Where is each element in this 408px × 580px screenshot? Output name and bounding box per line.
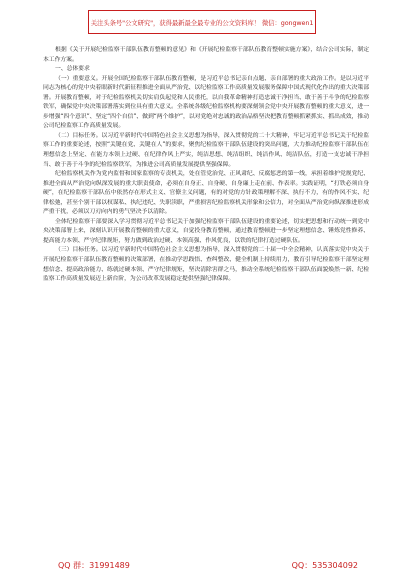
- footer-contacts: [58, 560, 358, 571]
- footer-qq: QQ：535304092: [291, 561, 358, 570]
- doc-paragraph-6: （三）目标任务。以习近平新时代中国特色社会主义思想为指导，深入贯彻党的二十届一中全会精神，认真落实党中央关于开展纪检监察干部队伍教育整顿的决策部署，在推动学思践悟、查纠整改、健全机制上持续用力，教育引导纪检监察干部坚定理想信念、提高政治能力、练就过硬本领、严守纪律规矩，坚决清除害群之马，推动全系统纪检监察干部队伍面貌焕然一新、纪检监察工作高质量发展迈上新台阶，为公司改革发展稳定提供坚强纪律保障。: [43, 247, 369, 283]
- footer-qq-group: QQ 群：31991489: [58, 561, 130, 570]
- doc-paragraph-4: 纪检监察机关作为党内监督和国家监察的专责机关，处在管党治党、正风肃纪、反腐惩恶的第一线，承担着维护党规党纪、推进全面从严治党向纵深发展的重大职责使命，必须在自身正、自身硬、自身廉上走在前、作表率。实践证明，“打铁必须自身硬”，在纪检监察干部队伍中依然存在形式主义、官僚主义问题，有的对党的方针政策理解不深、执行不力，有的作风不实、纪律松弛，甚至个别干部以权谋私、执纪违纪、失职渎职，严重损害纪检监察机关形象和公信力，对全面从严治党向纵深推进形成严重干扰，必须以刀刃向内的勇气坚决予以清除。: [43, 171, 369, 216]
- doc-paragraph-2: （一）重要意义。开展全国纪检监察干部队伍教育整顿，是习近平总书记亲自点题、亲自部署的重大政治工作。是以习近平同志为核心的党中央着眼新时代新征程推进全面从严治党、以纪检监察工作高质量发展服务保障中国式现代化作出的重大决策部署。开展教育整顿，对于纪检监察机关切实肩负起党和人民重托，以自我革命精神打造忠诚干净担当、敢于善于斗争的纪检监察铁军，确保党中央决策部署落实到位具有重大意义。全系统各级纪检监察机构要深刻领会党中央开展教育整顿的重大意义，进一步增强“四个意识”、坚定“四个自信”、做到“两个维护”，以对党绝对忠诚的政治品格坚决把教育整顿抓紧抓实、抓出成效，推动公司纪检监察工作高质量发展。: [43, 75, 369, 130]
- section-heading-general-requirements: 一、总体要求: [55, 66, 90, 73]
- document-body: [43, 46, 369, 285]
- doc-paragraph-3: （二）目标任务。以习近平新时代中国特色社会主义思想为指导，深入贯彻党的二十大精神，牢记习近平总书记关于纪检监察工作的重要论述，按照“关键在党、关键在人”的要求，聚焦纪检监察干部队伍建设的突出问题，大力推动纪检监察干部队伍在理想信念上坚定、在能力本领上过硬、在纪律作风上严实，纯洁思想、纯洁组织、纯洁作风、纯洁队伍，打造一支忠诚干净担当、敢于善于斗争的纪检监察铁军，为推进公司高质量发展提供坚强保障。: [43, 132, 369, 168]
- doc-paragraph-5: 全体纪检监察干部要深入学习贯彻习近平总书记关于加强纪检监察干部队伍建设的重要论述，切实把思想和行动统一到党中央决策部署上来，深刻认识开展教育整顿的重大意义，自觉投身教育整顿，通过教育整顿进一步坚定理想信念、锤炼党性修养、提高能力本领、严守纪律规矩，努力做到政治过硬、本领高强、作风优良，以铁的纪律打造过硬队伍。: [43, 218, 369, 244]
- promo-banner: [88, 10, 316, 34]
- doc-paragraph-1: 根据《关于开展纪检监察干部队伍教育整顿的意见》和《开展纪检监察干部队伍教育整顿实施方案》，结合公司实际，制定本工作方案。: [43, 47, 369, 63]
- promo-banner-text: 关注头条号"公文研究"，获得最新最全最专业的公文资料库！ 微信：gongwen1: [90, 18, 314, 27]
